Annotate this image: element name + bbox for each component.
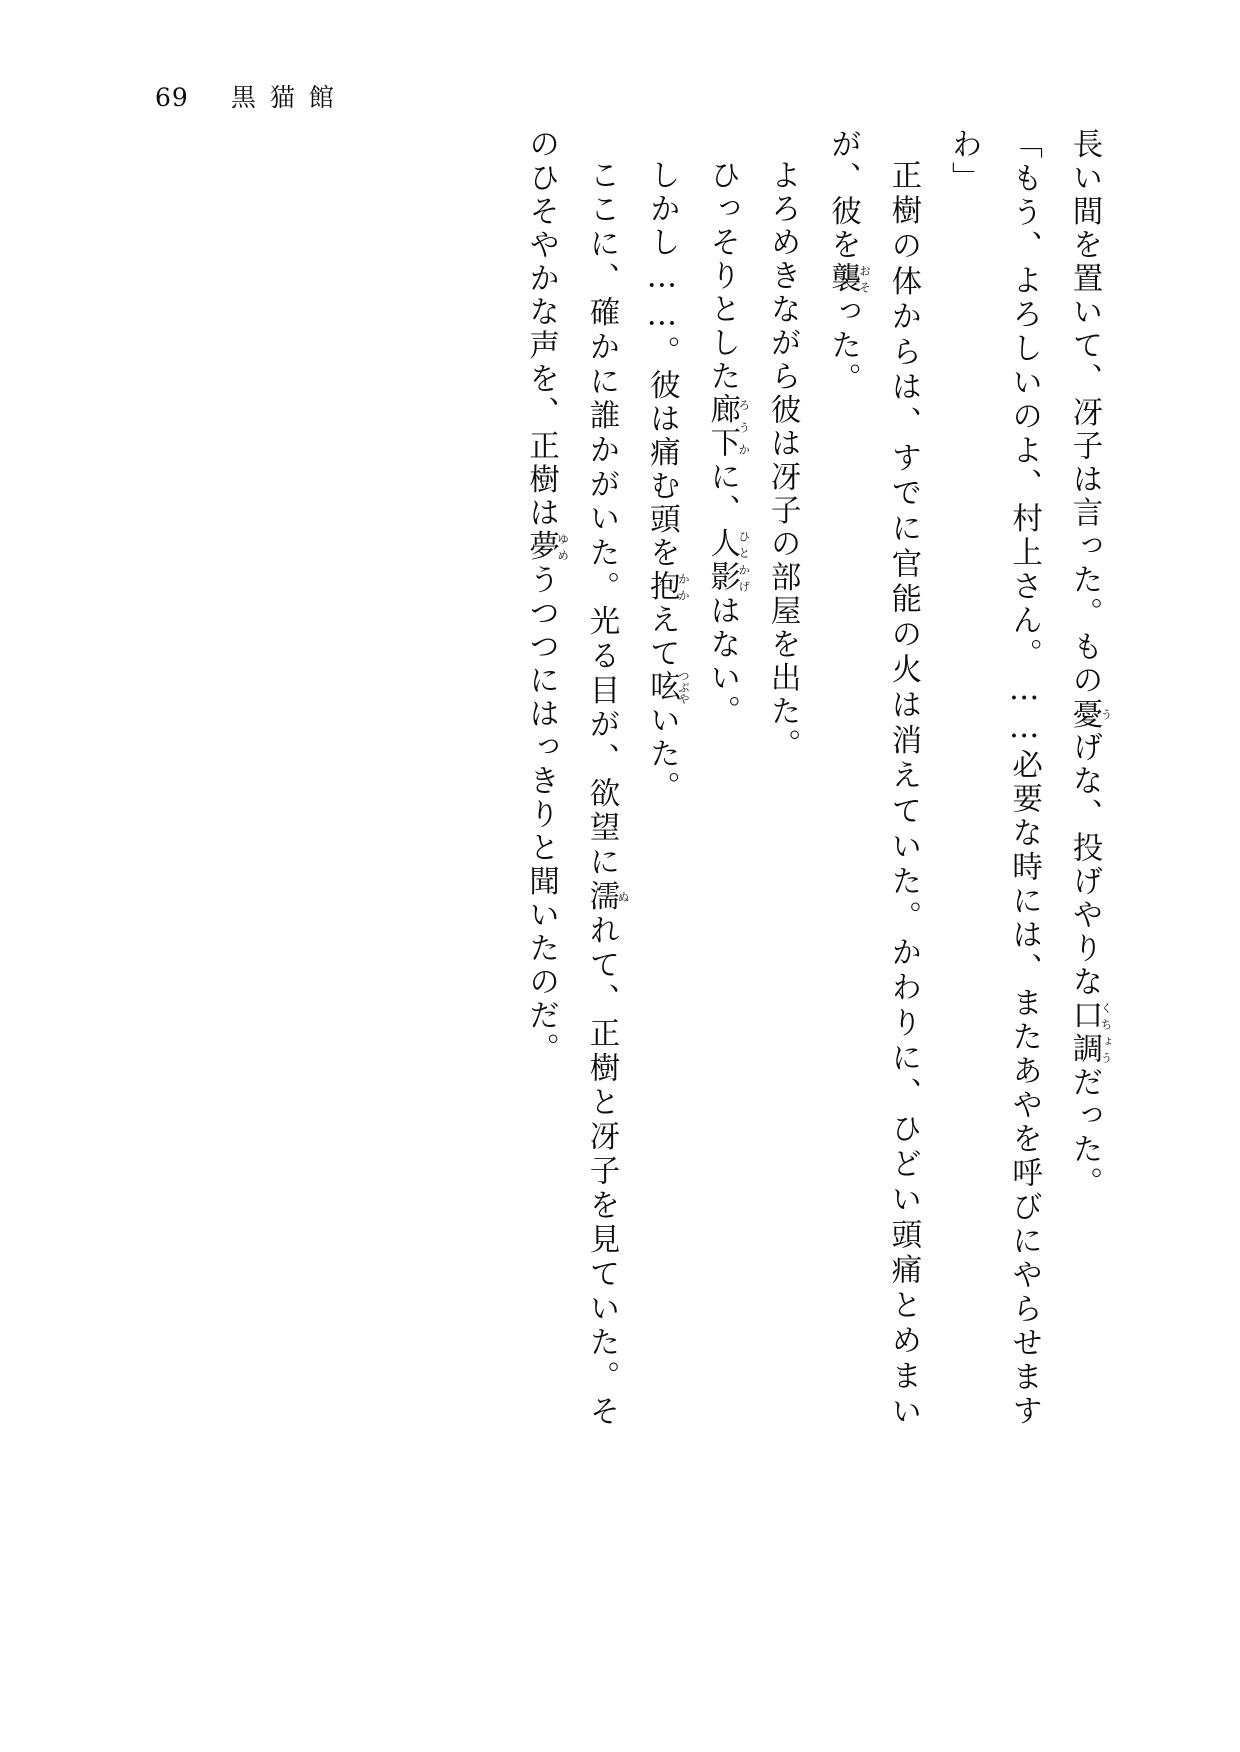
ruby-yume: 夢ゆめ	[523, 530, 571, 564]
paragraph-6: しかし……。彼は痛む頭を抱かかえて呟つぶやいた。	[644, 158, 691, 804]
ruby-kaka: 抱かか	[644, 569, 691, 603]
page-number: 69	[155, 83, 189, 112]
paragraph-4: よろめきながら彼は冴子の部屋を出た。	[765, 158, 801, 762]
paragraph-2: 「もう、よろしいのよ、村上さん。……必要な時には、またあやを呼びにやらせますわ」	[946, 128, 1042, 1428]
paragraph-3: 正樹の体からは、すでに官能の火は消えていた。かわりに、ひどい頭痛とめまいが、彼を襲おそった。	[825, 128, 921, 1428]
ruby-u: 憂う	[1067, 697, 1114, 731]
page-header	[155, 78, 348, 114]
body-text	[510, 128, 1114, 1428]
ruby-hitokage: 人影ひとかげ	[704, 527, 752, 594]
paragraph-1: 長い間を置いて、冴子は言った。もの憂うげな、投げやりな口調くちょうだった。	[1067, 128, 1114, 1200]
ruby-tsubuya: 呟つぶや	[644, 669, 691, 705]
ruby-nu: 濡ぬ	[584, 879, 631, 914]
paragraph-7: ここに、確かに誰かがいた。光る目が、欲望に濡ぬれて、正樹と冴子を見ていた。そのひそやかな声を、正樹は夢ゆめうつつにはっきりと聞いたのだ。	[523, 128, 631, 1429]
ruby-oso: 襲おそ	[825, 262, 872, 296]
ruby-rouka: 廊下ろうか	[704, 393, 752, 460]
running-title: 黒猫館	[230, 83, 348, 112]
paragraph-5: ひっそりとした廊下ろうかに、人影ひとかげはない。	[704, 158, 752, 728]
ruby-kuchou: 口調くちょう	[1067, 999, 1114, 1066]
